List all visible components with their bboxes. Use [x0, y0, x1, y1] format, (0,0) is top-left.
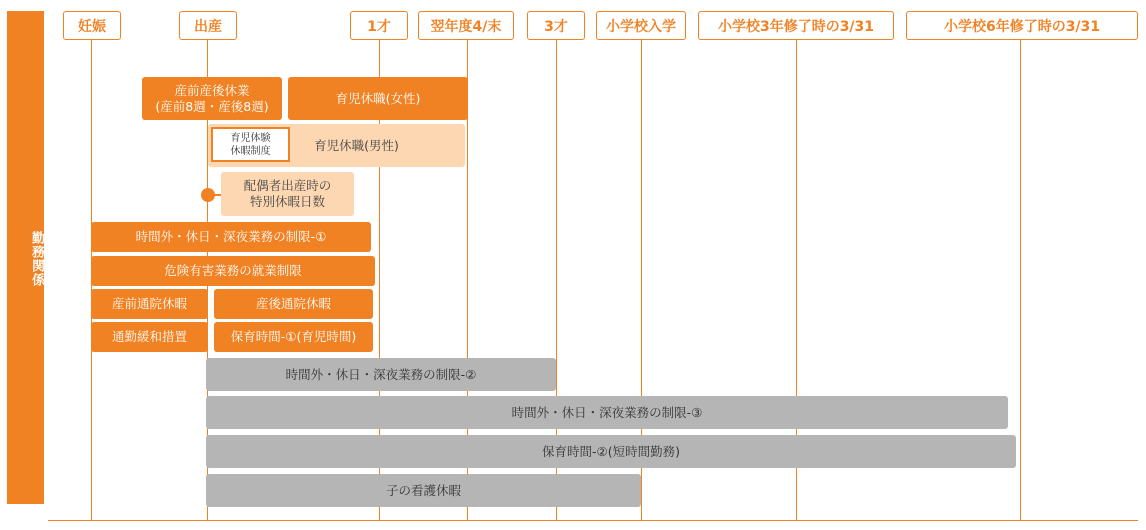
- bar-nursing-time-2: 保育時間-②(短時間勤務): [206, 435, 1016, 468]
- bar-child-care-leave: 子の看護休暇: [206, 474, 641, 507]
- milestone-line-grade6-end: [1020, 40, 1021, 521]
- baseline: [48, 520, 1138, 521]
- bar-commute-relief: 通勤緩和措置: [91, 322, 208, 352]
- side-category-label: 勤務関係: [29, 231, 44, 287]
- box-childcare-experience-leave: 育児体験 休暇制度: [211, 127, 290, 162]
- bar-childcare-leave-male-label: 育児休職(男性): [314, 137, 399, 153]
- header-grade3-end: 小学校3年修了時の3/31: [698, 11, 894, 40]
- header-birth: 出産: [179, 11, 237, 40]
- bar-nursing-time-1: 保育時間-①(育児時間): [214, 322, 373, 352]
- header-fy-end: 翌年度4/末: [418, 11, 514, 40]
- bar-overtime-limit-2: 時間外・休日・深夜業務の制限-②: [206, 358, 556, 391]
- spouse-birth-marker: [201, 188, 215, 202]
- bar-postnatal-visit-leave: 産後通院休暇: [214, 289, 373, 319]
- bar-overtime-limit-1: 時間外・休日・深夜業務の制限-①: [91, 222, 371, 252]
- bar-prenatal-visit-leave: 産前通院休暇: [91, 289, 208, 319]
- header-pregnancy: 妊娠: [63, 11, 121, 40]
- side-category-bar: [7, 11, 44, 504]
- header-age3: 3才: [527, 11, 585, 40]
- header-elementary-entry: 小学校入学: [596, 11, 686, 40]
- bar-dangerous-work-limit: 危険有害業務の就業制限: [91, 256, 375, 286]
- header-age1: 1才: [350, 11, 408, 40]
- bar-spouse-birth-leave: 配偶者出産時の 特別休暇日数: [221, 172, 354, 216]
- bar-childcare-leave-female: 育児休職(女性): [288, 77, 468, 120]
- bar-maternity-leave: 産前産後休業 (産前8週・産後8週): [142, 77, 282, 120]
- bar-overtime-limit-3: 時間外・休日・深夜業務の制限-③: [206, 396, 1008, 429]
- header-grade6-end: 小学校6年修了時の3/31: [906, 11, 1138, 40]
